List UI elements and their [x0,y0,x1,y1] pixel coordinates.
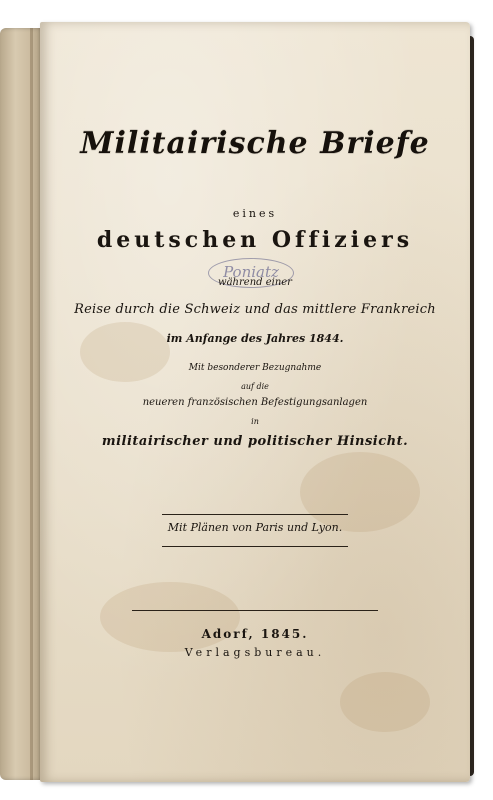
plans-line: Mit Plänen von Paris und Lyon. [167,521,343,534]
divider-bottom [132,610,378,611]
regard-line: militairischer und politischer Hinsicht. [101,434,409,449]
book-spine [0,28,44,780]
journey-line: Reise durch die Schweiz und das mittlere Frankreich [74,302,436,317]
book [0,22,482,782]
divider-top [162,514,348,515]
date-line: im Anfange des Jahres 1844. [166,332,344,345]
divider-middle [162,546,348,547]
ownership-stamp: Poniatz [208,258,294,288]
auf-die-line: auf die [241,382,269,391]
waehrend-line: während einer [218,277,292,288]
eines-line: eines [232,207,278,220]
in-line: in [251,417,259,426]
author-subtitle: deutschen Offiziers [96,227,414,253]
title-page [40,22,470,782]
reference-line: Mit besonderer Bezugnahme [188,363,322,373]
imprint-publisher: Verlagsbureau. [184,646,326,659]
fortifications-line: neueren französischen Befestigungsanlagen [142,397,368,408]
imprint-place-date: Adorf, 1845. [201,627,309,641]
main-title: Militairische Briefe [80,126,430,161]
